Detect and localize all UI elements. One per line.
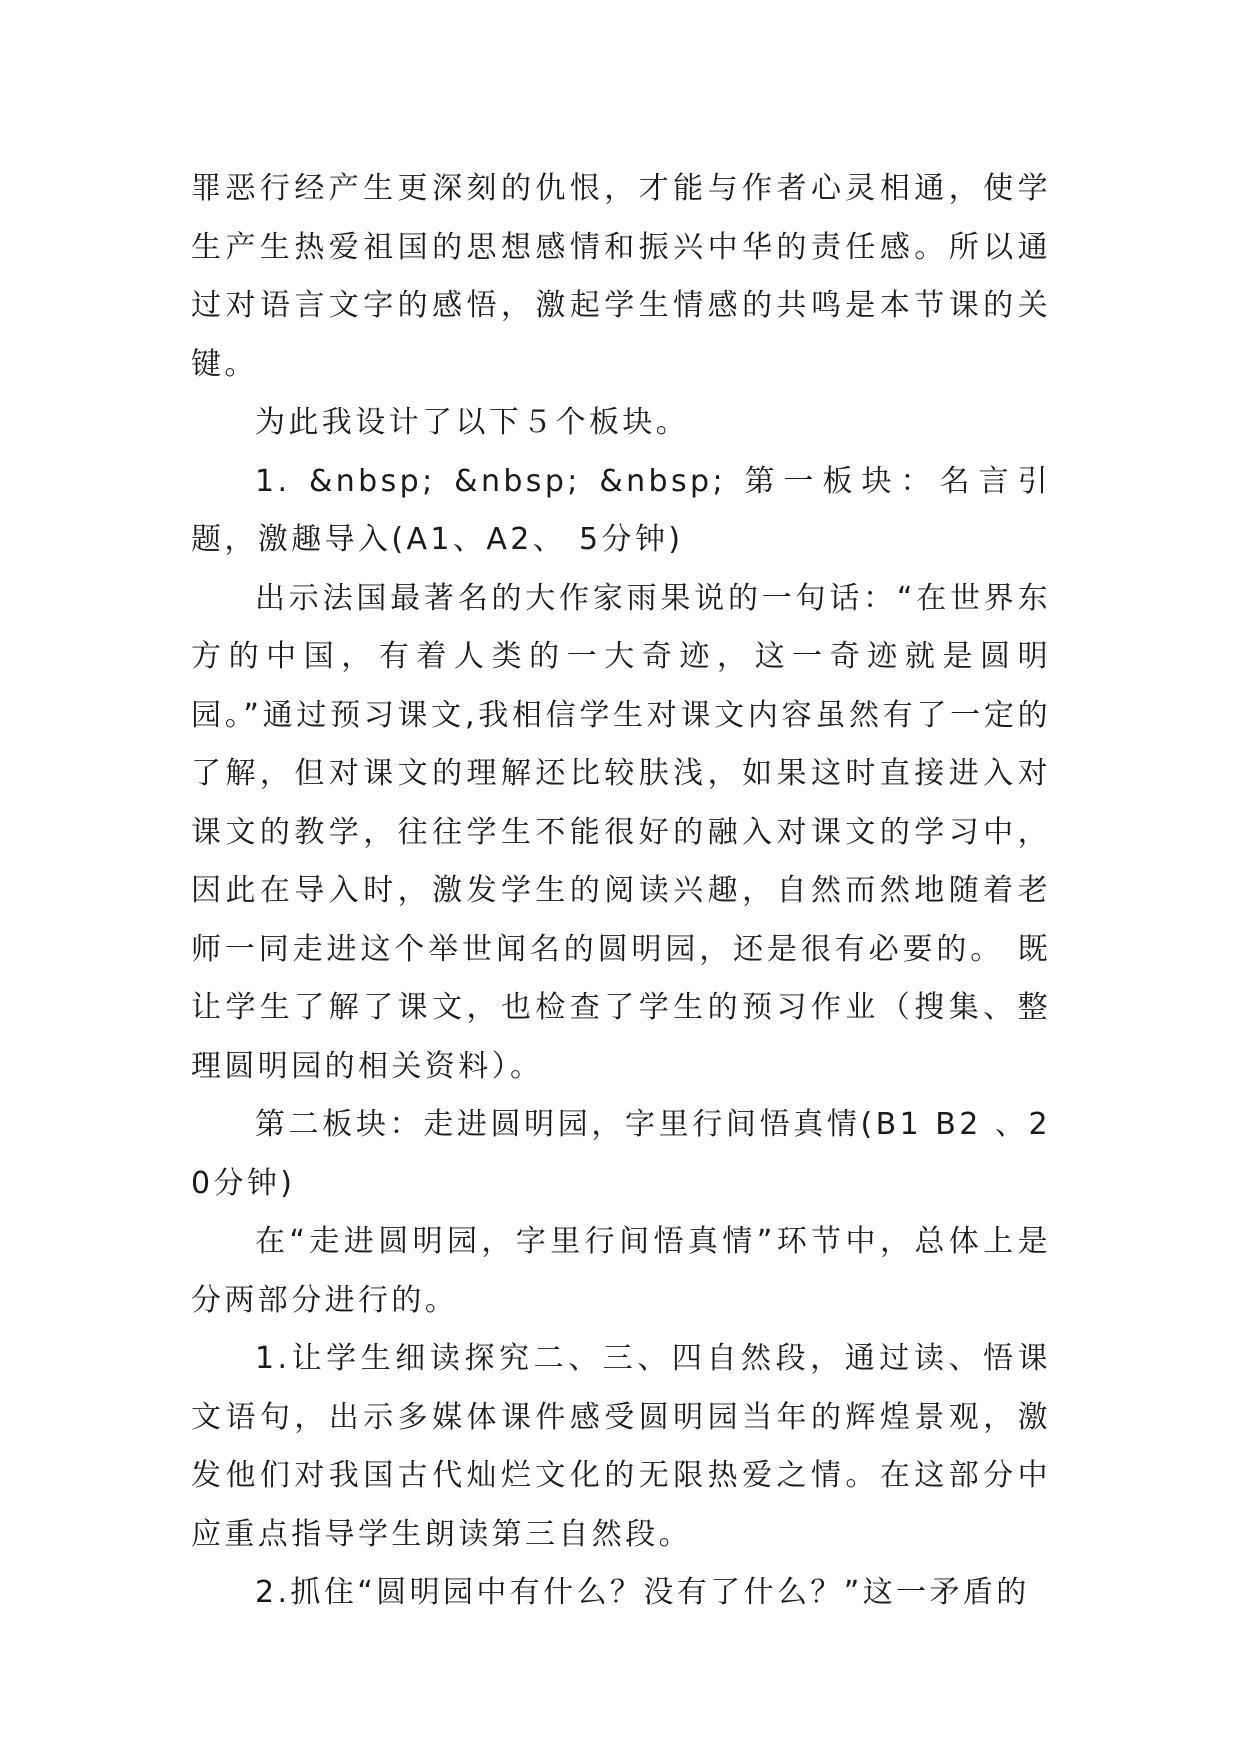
paragraph: 出示法国最著名的大作家雨果说的一句话：“在世界东方的中国，有着人类的一大奇迹，这一奇迹就是圆明园。”通过预习课文,我相信学生对课文内容虽然有了一定的了解，但对课文的理解还比较肤浅，如果这时直接进入对课文的教学，往往学生不能很好的融入对课文的学习中，因此在导入时，激发学生的阅读兴趣，自然而然地随着老师一同走进这个举世闻名的圆明园，还是很有必要的。 既让学生了解了课文，也检查了学生的预习作业（搜集、整理圆明园的相关资料）。 bbox=[191, 580, 1051, 1084]
paragraph: 第二板块：走进圆明园，字里行间悟真情(B1 B2 、20分钟) bbox=[191, 1107, 1051, 1201]
paragraph: 为此我设计了以下５个板块。 bbox=[255, 405, 690, 440]
paragraph: 罪恶行经产生更深刻的仇恨，才能与作者心灵相通，使学生产生热爱祖国的思想感情和振兴中华的责任感。所以通过对语言文字的感悟，激起学生情感的共鸣是本节课的关键。 bbox=[191, 171, 1051, 382]
paragraph: 2.抓住“圆明园中有什么？没有了什么？”这一矛盾的 bbox=[255, 1575, 1030, 1610]
document-body bbox=[191, 160, 1051, 1623]
paragraph: 1.让学生细读探究二、三、四自然段，通过读、悟课文语句，出示多媒体课件感受圆明园当年的辉煌景观，激发他们对我国古代灿烂文化的无限热爱之情。在这部分中应重点指导学生朗读第三自然段。 bbox=[191, 1341, 1051, 1552]
paragraph: 在“走进圆明园，字里行间悟真情”环节中，总体上是分两部分进行的。 bbox=[191, 1224, 1051, 1318]
paragraph: 1. &nbsp; &nbsp; &nbsp; 第一板块：名言引题，激趣导入(A1、A2、 5分钟) bbox=[191, 463, 1051, 557]
